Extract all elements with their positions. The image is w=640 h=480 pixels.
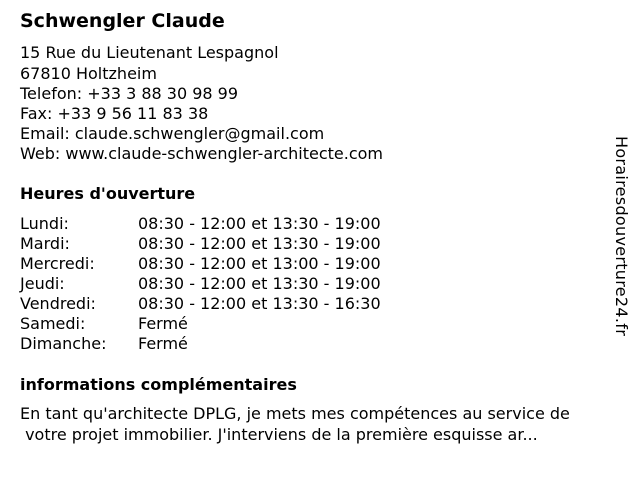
day-label: Samedi: [20, 314, 86, 333]
website: Web: www.claude-schwengler-architecte.com [20, 144, 384, 163]
site-watermark: Horairesdouverture24.fr [612, 136, 631, 337]
day-label: Mardi: [20, 234, 70, 253]
day-hours: 08:30 - 12:00 et 13:00 - 19:00 [138, 254, 381, 273]
info-text-line-2: votre projet immobilier. J'interviens de la première esquisse ar... [20, 425, 538, 444]
day-label: Vendredi: [20, 294, 96, 313]
day-label: Jeudi: [20, 274, 65, 293]
day-hours: 08:30 - 12:00 et 13:30 - 16:30 [138, 294, 381, 313]
address-street: 15 Rue du Lieutenant Lespagnol [20, 43, 279, 62]
address-city: 67810 Holtzheim [20, 64, 157, 83]
day-label: Mercredi: [20, 254, 95, 273]
day-label: Lundi: [20, 214, 69, 233]
phone-number: Telefon: +33 3 88 30 98 99 [20, 84, 239, 103]
day-hours: Fermé [138, 314, 188, 333]
day-hours: Fermé [138, 334, 188, 353]
day-hours: 08:30 - 12:00 et 13:30 - 19:00 [138, 274, 381, 293]
info-text-line-1: En tant qu'architecte DPLG, je mets mes compétences au service de [20, 404, 570, 423]
day-hours: 08:30 - 12:00 et 13:30 - 19:00 [138, 234, 381, 253]
day-label: Dimanche: [20, 334, 107, 353]
business-name: Schwengler Claude [20, 10, 225, 32]
day-hours: 08:30 - 12:00 et 13:30 - 19:00 [138, 214, 381, 233]
info-heading: informations complémentaires [20, 375, 297, 394]
fax-number: Fax: +33 9 56 11 83 38 [20, 104, 209, 123]
email-address: Email: claude.schwengler@gmail.com [20, 124, 325, 143]
hours-heading: Heures d'ouverture [20, 184, 196, 203]
